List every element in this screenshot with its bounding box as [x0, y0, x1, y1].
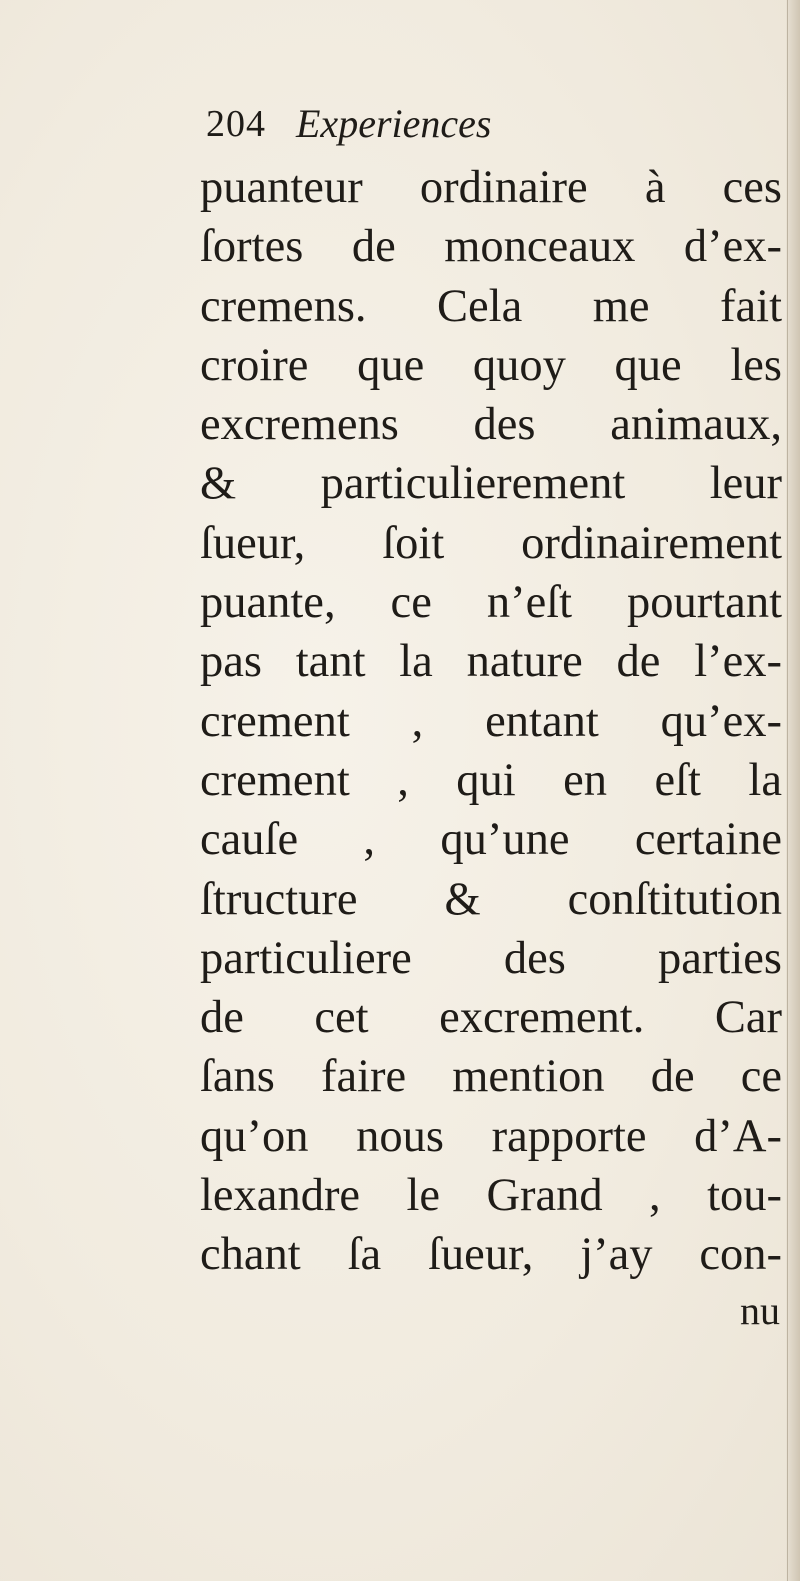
- text-line: ſueur, ſoit ordinairement: [200, 517, 782, 569]
- text-line: chant ſa ſueur, j’ay con-: [200, 1229, 782, 1281]
- text-line: ſortes de monceaux d’ex-: [200, 221, 782, 273]
- catchword: nu: [740, 1287, 780, 1333]
- text-line: cauſe , qu’une certaine: [200, 814, 782, 866]
- text-line: & particulierement leur: [200, 458, 782, 510]
- text-line: ſans faire mention de ce: [200, 1051, 782, 1103]
- binding-shadow-line: [787, 0, 788, 1581]
- catchword-row: [200, 1285, 782, 1344]
- running-head: [206, 100, 626, 150]
- text-line: crement , qui en eſt la: [200, 754, 782, 806]
- text-line: puante, ce n’eſt pourtant: [200, 577, 782, 629]
- text-line: crement , entant qu’ex-: [200, 695, 782, 747]
- page-number: 204: [206, 103, 266, 145]
- text-line: pas tant la nature de l’ex-: [200, 636, 782, 688]
- text-line: puanteur ordinaire à ces: [200, 162, 782, 213]
- page-binding-edge: [786, 0, 800, 1581]
- body-text: [200, 158, 782, 1344]
- text-line: cremens. Cela me fait: [200, 280, 782, 332]
- text-line: lexandre le Grand , tou-: [200, 1170, 782, 1222]
- text-line: qu’on nous rapporte d’A-: [200, 1110, 782, 1162]
- text-line: croire que quoy que les: [200, 339, 782, 391]
- text-line: particuliere des parties: [200, 932, 782, 984]
- running-title: Experiences: [296, 101, 492, 146]
- text-line: ſtructure & conſtitution: [200, 873, 782, 925]
- text-line: de cet excrement. Car: [200, 992, 782, 1044]
- text-line: excremens des animaux,: [200, 399, 782, 451]
